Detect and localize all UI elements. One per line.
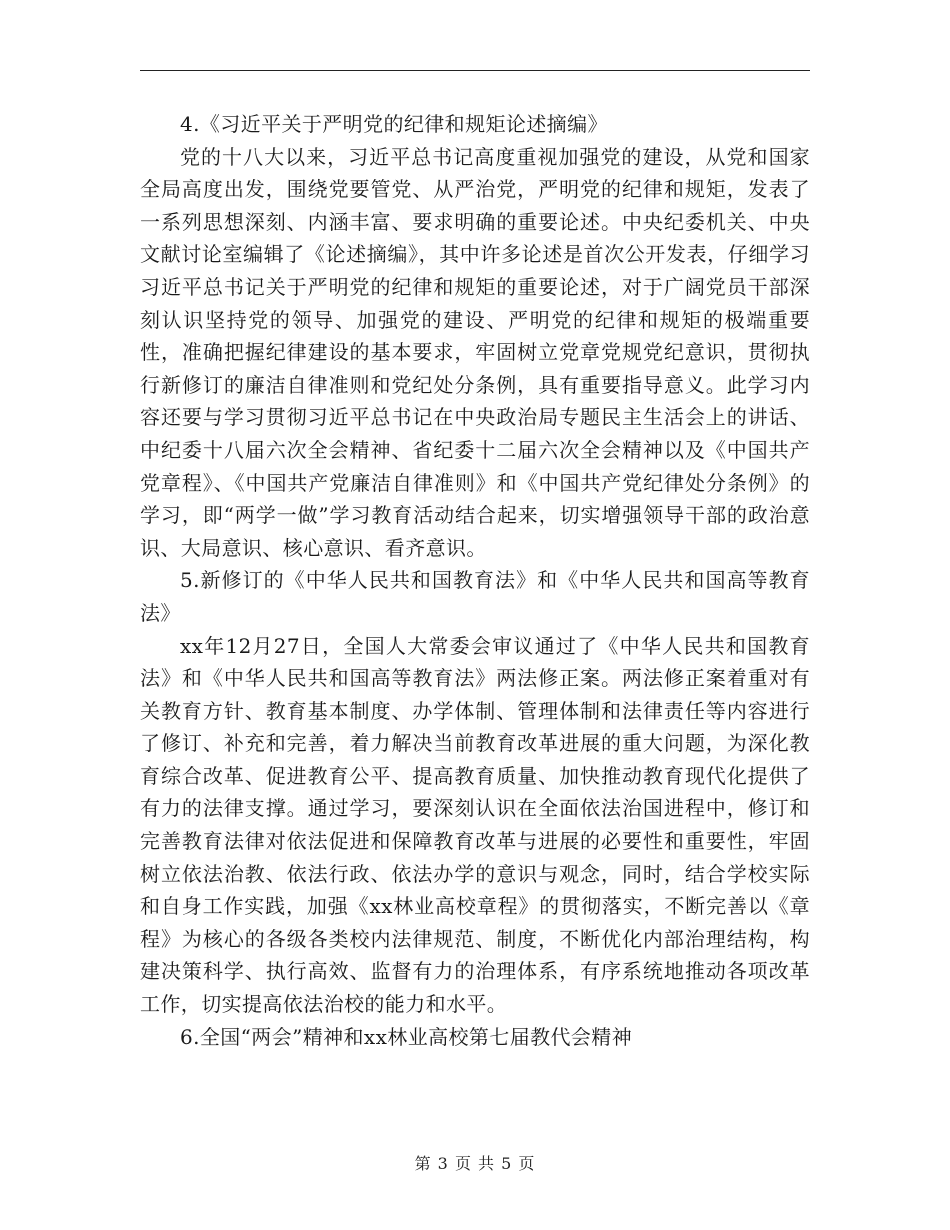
section-heading-4: 4.《习近平关于严明党的纪律和规矩论述摘编》 [180,112,608,136]
document-body [140,108,810,1053]
header-rule [140,70,810,71]
section-body-5: xx年12月27日，全国人大常委会审议通过了《中华人民共和国教育法》和《中华人民共和国高等教育法》两法修正案。两法修正案着重对有关教育方针、教育基本制度、办学体制、管理体制和法律责任等内容进行了修订、补充和完善，着力解决当前教育改革进展的重大问题，为深化教育综合改革、促进教育公平、提高教育质量、加快推动教育现代化提供了有力的法律支撑。通过学习，要深刻认识在全面依法治国进程中，修订和完善教育法律对依法促进和保障教育改革与进展的必要性和重要性，牢固树立依法治教、依法行政、依法办学的意识与观念，同时，结合学校实际和自身工作实践，加强《xx林业高校章程》的贯彻落实，不断完善以《章程》为核心的各级各类校内法律规范、制度，不断优化内部治理结构，构建决策科学、执行高效、监督有力的治理体系，有序系统地推动各项改革工作，切实提高依法治校的能力和水平。 [140,633,810,1017]
section-heading-6: 6.全国“两会”精神和xx林业高校第七届教代会精神 [180,1024,633,1049]
page-number-footer: 第 3 页 共 5 页 [414,1154,536,1173]
section-body-4: 党的十八大以来，习近平总书记高度重视加强党的建设，从党和国家全局高度出发，围绕党要管党、从严治党，严明党的纪律和规矩，发表了一系列思想深刻、内涵丰富、要求明确的重要论述。中央纪委机关、中央文献讨论室编辑了《论述摘编》，其中许多论述是首次公开发表，仔细学习习近平总书记关于严明党的纪律和规矩的重要论述，对于广阔党员干部深刻认识坚持党的领导、加强党的建设、严明党的纪律和规矩的极端重要性，准确把握纪律建设的基本要求，牢固树立党章党规党纪意识，贯彻执行新修订的廉洁自律准则和党纪处分条例，具有重要指导意义。此学习内容还要与学习贯彻习近平总书记在中央政治局专题民主生活会上的讲话、中纪委十八届六次全会精神、省纪委十二届六次全会精神以及《中国共产党章程》、《中国共产党廉洁自律准则》和《中国共产党纪律处分条例》的学习，即“两学一做”学习教育活动结合起来，切实增强领导干部的政治意识、大局意识、核心意识、看齐意识。 [140,144,810,560]
section-heading-5: 5.新修订的《中华人民共和国教育法》和《中华人民共和国高等教育法》 [140,568,810,625]
